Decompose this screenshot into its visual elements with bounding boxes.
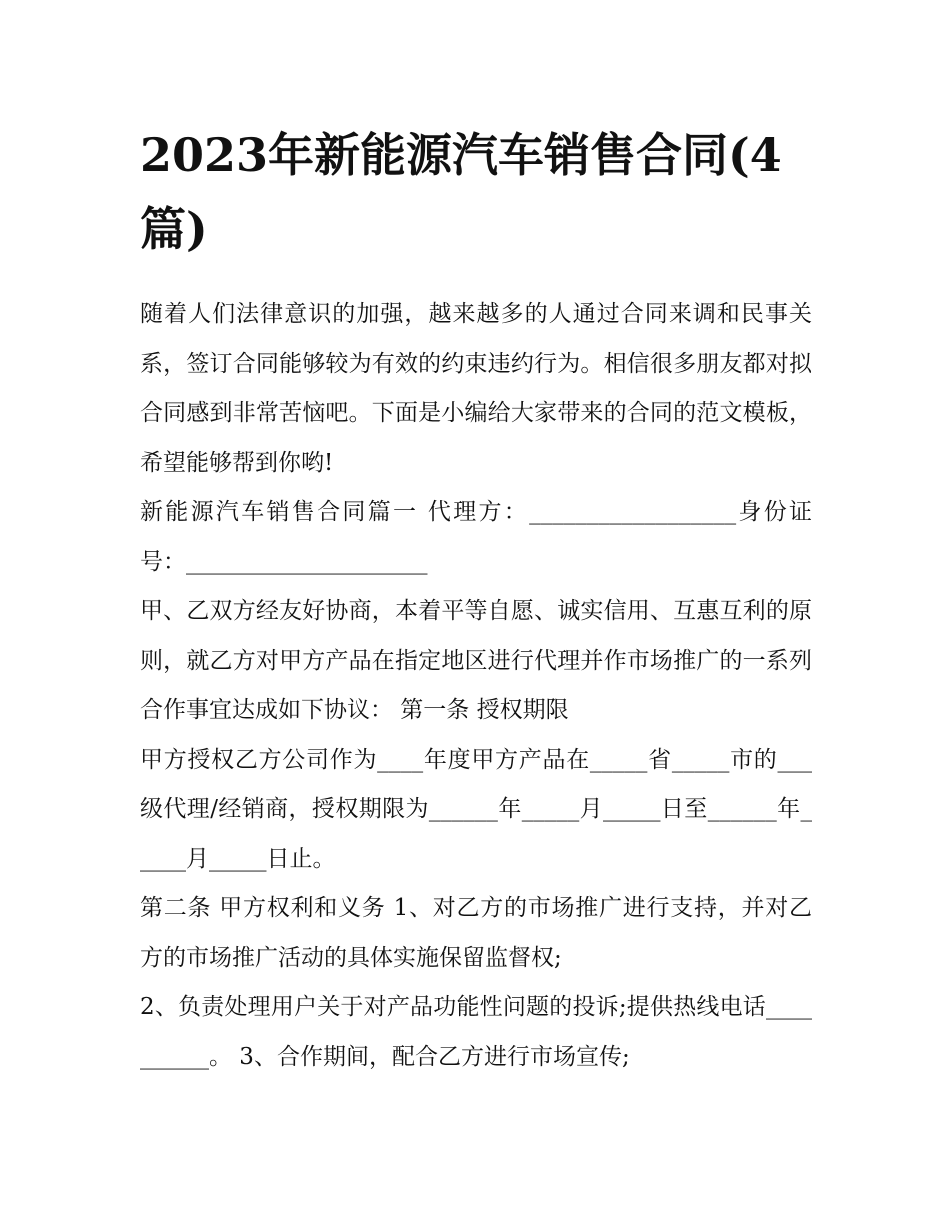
authorization-term-paragraph: 甲方授权乙方公司作为____年度甲方产品在_____省_____市的___级代理/经销商，授权期限为______年_____月_____日至______年_____月_____日止。 bbox=[140, 746, 812, 872]
document-title: 2023年新能源汽车销售合同(4篇) bbox=[140, 128, 782, 256]
intro-paragraph: 随着人们法律意识的加强，越来越多的人通过合同来调和民事关系，签订合同能够较为有效的约束违约行为。相信很多朋友都对拟合同感到非常苦恼吧。下面是小编给大家带来的合同的范文模板，希望能够帮到你哟! bbox=[140, 301, 812, 476]
party-a-rights-paragraph: 第二条 甲方权利和义务 1、对乙方的市场推广进行支持，并对乙方的市场推广活动的具体实施保留监督权; bbox=[140, 895, 812, 971]
agreement-paragraph: 甲、乙双方经友好协商，本着平等自愿、诚实信用、互惠互利的原则，就乙方对甲方产品在指定地区进行代理并作市场推广的一系列合作事宜达成如下协议： 第一条 授权期限 bbox=[140, 598, 812, 723]
party-a-duties-paragraph: 2、负责处理用户关于对产品功能性问题的投诉;提供热线电话__________。 3、合作期间，配合乙方进行市场宣传; bbox=[140, 994, 812, 1070]
agent-info-paragraph: 新能源汽车销售合同篇一 代理方：__________________身份证号：_____________________ bbox=[140, 499, 812, 575]
document-body bbox=[140, 290, 812, 1082]
document-page bbox=[140, 118, 812, 1082]
